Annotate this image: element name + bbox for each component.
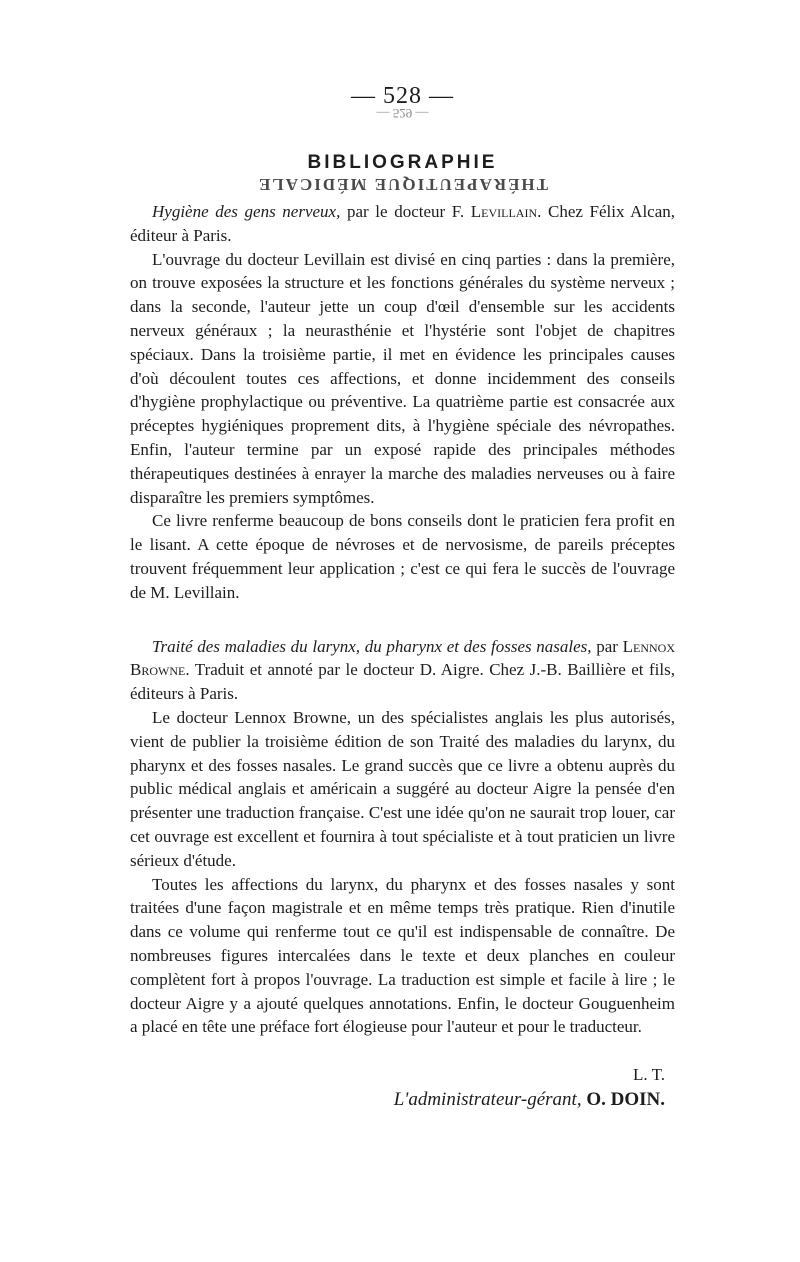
author-prefix: par (596, 636, 618, 656)
book-publisher: . Traduit et annoté par le docteur D. Aigre. Chez J.-B. Baillière et fils, éditeurs à Paris. (130, 660, 675, 704)
signature-role: L'administrateur-gérant, (393, 1089, 582, 1111)
review-paragraph: L'ouvrage du docteur Levillain est divisé en cinq parties : dans la première, on trouve exposées la structure et les fonctions générales du système nerveux ; dans la seconde, l'auteur jette un coup d'œil d'ensemble sur les accidents nerveux généraux ; la neurasthénie et l'hystérie sont l'objet de chapitres spéciaux. Dans la troisième partie, il met en évidence les principales causes d'où découlent toutes ces affections, et donne incidemment des conseils d'hygiène prophylactique ou préventive. La quatrième partie est consacrée aux préceptes hygiéniques proprement dits, à l'hygiène spéciale des névropathes. Enfin, l'auteur termine par un exposé rapide des principales méthodes thérapeutiques destinées à enrayer la marche des maladies nerveuses ou à faire disparaître les premiers symptômes. (130, 249, 675, 507)
book-title: Traité des maladies du larynx, du pharynx et des fosses nasales, (152, 636, 592, 656)
review-2 (130, 635, 675, 1040)
book-author: F. Levillain (451, 202, 538, 221)
bleed-through-page-number: — 529 — (376, 106, 429, 121)
document-page (130, 82, 675, 1113)
bleed-through-heading: THÉRAPEUTIQUE MÉDICALE (257, 175, 549, 194)
page-number: — 528 — (351, 83, 454, 109)
author-prefix: par le docteur (346, 202, 446, 221)
book-author: Lennox Browne (130, 636, 675, 680)
review-citation (130, 635, 675, 706)
review-paragraph: Le docteur Lennox Browne, un des spécialistes anglais les plus autorisés, vient de publier la troisième édition de son Traité des maladies du larynx, du pharynx et des fosses nasales. Le grand succès que ce livre a obtenu auprès du public médical anglais et américain a suggéré au docteur Aigre la pensée d'en présenter une traduction française. C'est une idée qu'on ne saurait trop louer, car cet ouvrage est excellent et fournira à tout spécialiste et à tout praticien un livre sérieux d'étude. (130, 707, 675, 870)
book-title: Hygiène des gens nerveux, (152, 202, 341, 221)
signature-name: O. DOIN. (586, 1089, 665, 1111)
review-paragraph: Ce livre renferme beaucoup de bons conseils dont le praticien fera profit en le lisant. A cette époque de névroses et de nervosisme, de pareils préceptes trouvent fréquemment leur application ; c'est ce qui fera le succès de l'ouvrage de M. Levillain. (130, 511, 675, 602)
review-1 (130, 200, 675, 605)
signature (130, 1087, 675, 1113)
section-heading: BIBLIOGRAPHIE (307, 152, 498, 173)
review-citation (130, 200, 675, 248)
book-publisher: . Chez Félix Alcan, éditeur à Paris. (130, 202, 676, 245)
reviewer-initials: L. T. (633, 1065, 665, 1085)
review-paragraph: Toutes les affections du larynx, du pharynx et des fosses nasales y sont traitées d'une façon magistrale et en même temps très pratique. Rien d'inutile dans ce volume qui renferme tout ce qu'il est indispensable de connaître. De nombreuses figures intercalées dans le texte et deux planches en couleur complètent fort à propos l'ouvrage. La traduction est simple et facile à lire ; le docteur Aigre y a ajouté quelques annotations. Enfin, le docteur Gouguenheim a placé en tête une préface fort élogieuse pour l'auteur et pour le traducteur. (130, 874, 675, 1037)
